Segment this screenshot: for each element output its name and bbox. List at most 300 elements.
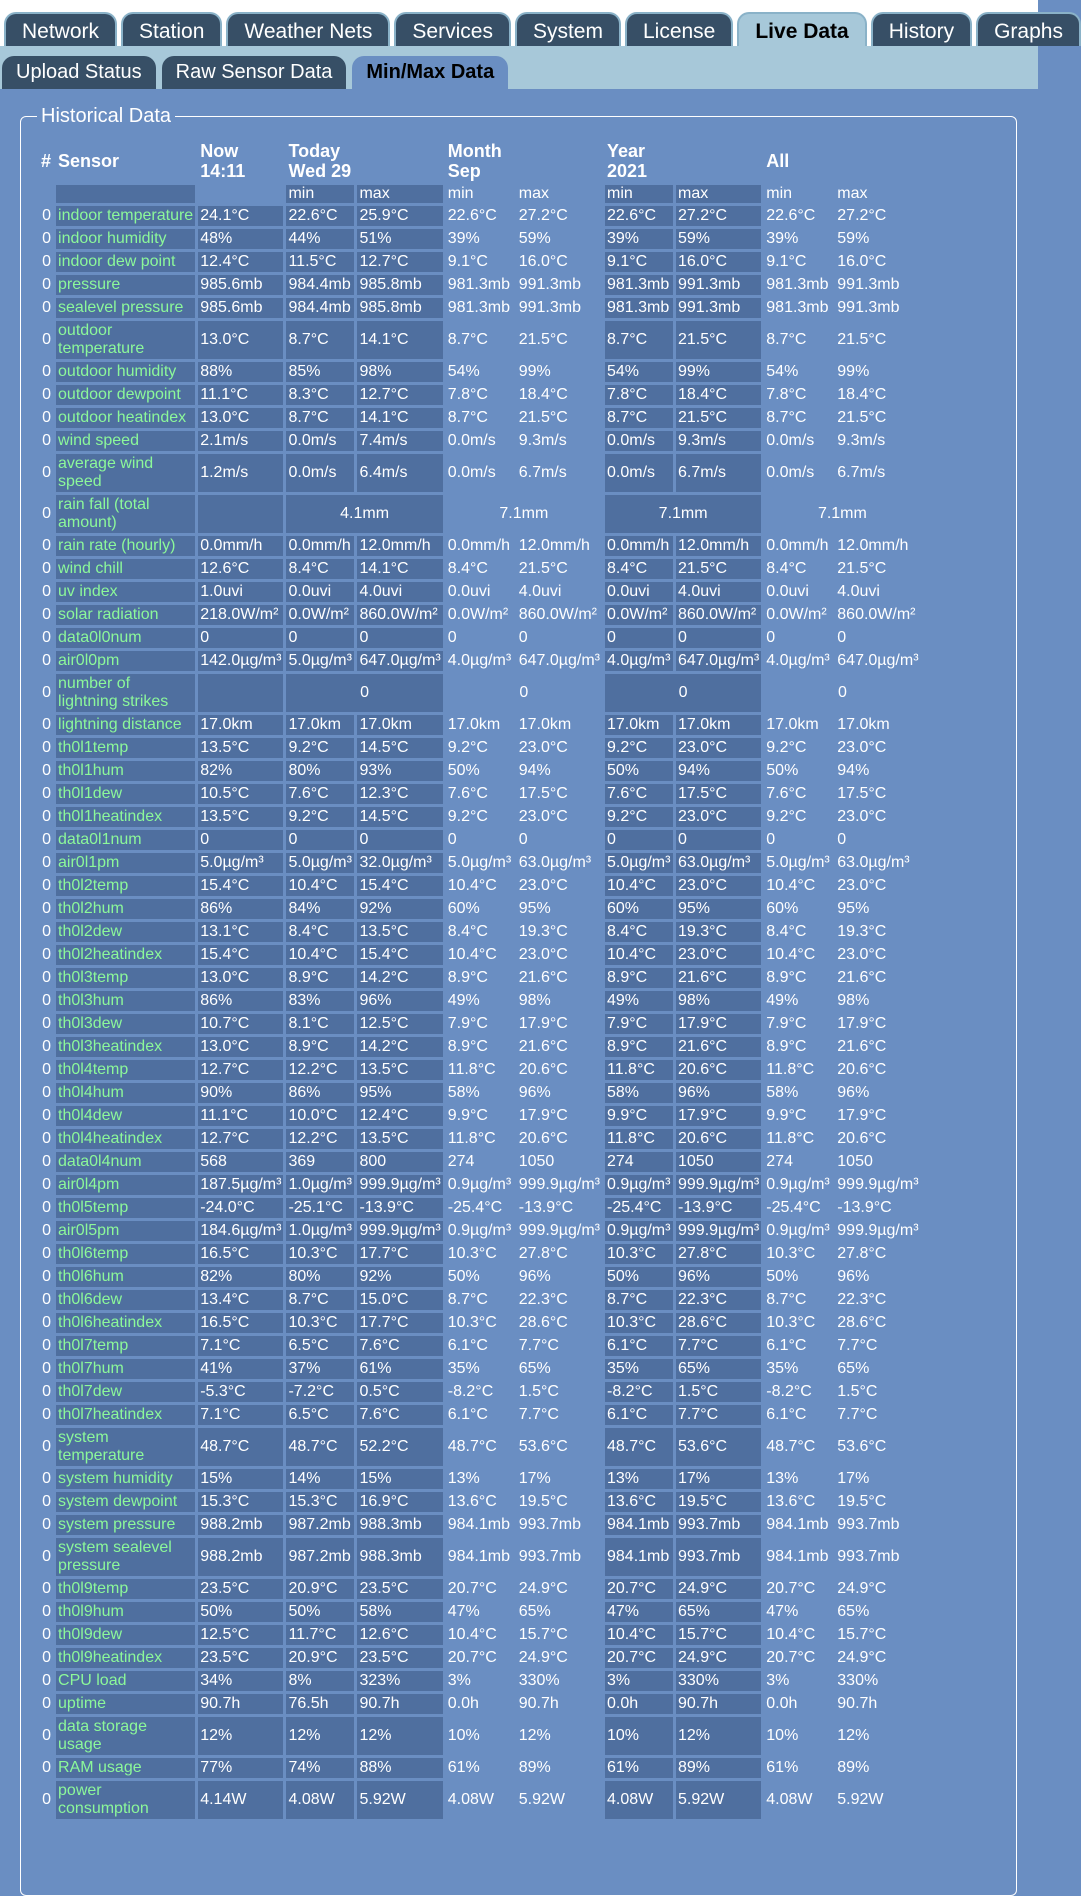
table-row: [39, 1602, 921, 1622]
min-value: 984.4mb: [286, 275, 354, 295]
period-total: 7.1mm: [605, 495, 761, 533]
max-value: 98%: [837, 992, 870, 1009]
min-value: 8.7°C: [447, 331, 488, 348]
min-value: 8.4°C: [605, 559, 673, 579]
tab-live-data[interactable]: Live Data: [737, 12, 866, 46]
min-value: 83%: [286, 991, 354, 1011]
max-value: 21.6°C: [837, 969, 887, 986]
min-value: 9.2°C: [766, 808, 807, 825]
row-id: 0: [42, 409, 52, 426]
min-value: 981.3mb: [766, 299, 829, 316]
min-value: 50%: [605, 761, 673, 781]
min-value: 20.7°C: [605, 1579, 673, 1599]
min-value: 0.0uvi: [447, 583, 491, 600]
min-value: 10.4°C: [286, 945, 354, 965]
now-value: 5.0µg/m³: [198, 853, 283, 873]
max-value: 993.7mb: [837, 1516, 900, 1533]
min-value: 47%: [605, 1602, 673, 1622]
min-value: 22.6°C: [286, 206, 354, 226]
sensor-name: th0l1temp: [56, 738, 195, 758]
row-id: 0: [42, 1084, 52, 1101]
sensor-name: th0l7hum: [56, 1359, 195, 1379]
tab-station[interactable]: Station: [121, 12, 222, 46]
row-id: 0: [42, 505, 52, 522]
row-id: 0: [42, 363, 52, 380]
table-row: [39, 1538, 921, 1576]
min-value: 4.08W: [286, 1781, 354, 1819]
max-value: 12.7°C: [357, 252, 442, 272]
max-value: 32.0µg/m³: [357, 853, 442, 873]
max-value: 17.0km: [676, 715, 761, 735]
row-id: 0: [42, 1470, 52, 1487]
table-row: [39, 1129, 921, 1149]
min-value: 11.8°C: [766, 1061, 815, 1078]
min-value: 11.8°C: [766, 1130, 815, 1147]
main-nav: [0, 0, 1063, 46]
min-value: 39%: [766, 230, 799, 247]
sensor-name: number of lightning strikes: [56, 674, 195, 712]
table-row: [39, 1267, 921, 1287]
min-value: 20.7°C: [605, 1648, 673, 1668]
today-max-label: max: [357, 185, 442, 203]
sensor-name: system dewpoint: [56, 1492, 195, 1512]
min-value: 0.0m/s: [766, 432, 815, 449]
max-value: 98%: [357, 362, 442, 382]
min-value: 9.9°C: [447, 1107, 488, 1124]
max-value: 860.0W/m²: [676, 605, 761, 625]
tab-weather-nets[interactable]: Weather Nets: [226, 12, 390, 46]
sensor-name: data0l4num: [56, 1152, 195, 1172]
subtab-upload-status[interactable]: Upload Status: [2, 56, 156, 89]
max-value: 999.9µg/m³: [359, 1222, 441, 1239]
table-row: [39, 715, 921, 735]
sensor-name: indoor humidity: [56, 229, 195, 249]
max-value: 96%: [518, 1084, 551, 1101]
now-value: 2.1m/s: [198, 431, 283, 451]
now-value: 34%: [198, 1671, 283, 1691]
min-value: 10.4°C: [447, 1626, 497, 1643]
max-value: 59%: [676, 229, 761, 249]
row-id: 0: [42, 762, 52, 779]
row-id: 0: [42, 923, 52, 940]
min-value: 17.0km: [447, 716, 501, 733]
min-value: 10%: [766, 1727, 799, 1744]
min-value: 3%: [605, 1671, 673, 1691]
now-value: 568: [198, 1152, 283, 1172]
tab-history[interactable]: History: [871, 12, 972, 46]
row-id: 0: [42, 1695, 52, 1712]
max-value: 28.6°C: [837, 1314, 887, 1331]
max-value: 17.5°C: [676, 784, 761, 804]
min-value: 3%: [447, 1672, 471, 1689]
sensor-name: th0l9heatindex: [56, 1648, 195, 1668]
row-id: 0: [42, 464, 52, 481]
table-row: [39, 385, 921, 405]
min-value: 17.0km: [286, 715, 354, 735]
max-value: 0.5°C: [357, 1382, 442, 1402]
max-value: 7.6°C: [357, 1405, 442, 1425]
table-row: [39, 1313, 921, 1333]
max-value: 23.0°C: [518, 877, 568, 894]
table-row: [39, 1014, 921, 1034]
table-row: [39, 536, 921, 556]
now-value: 187.5µg/m³: [200, 1176, 282, 1193]
row-id: 0: [42, 1727, 52, 1744]
min-value: 981.3mb: [447, 276, 510, 293]
min-value: 9.2°C: [286, 807, 354, 827]
max-value: 65%: [676, 1359, 761, 1379]
min-value: 58%: [766, 1084, 799, 1101]
table-row: [39, 1579, 921, 1599]
now-value: 23.5°C: [198, 1648, 283, 1668]
all-max-label: max: [837, 185, 868, 202]
max-value: 23.0°C: [837, 808, 887, 825]
sensor-name: th0l7heatindex: [56, 1405, 195, 1425]
min-value: 10.3°C: [605, 1313, 673, 1333]
min-value: 10.4°C: [605, 1625, 673, 1645]
max-value: 17%: [518, 1470, 551, 1487]
max-value: 14.2°C: [357, 1037, 442, 1057]
sensor-name: outdoor humidity: [56, 362, 195, 382]
max-value: -13.9°C: [518, 1199, 574, 1216]
row-id: 0: [42, 1015, 52, 1032]
min-value: 0.9µg/m³: [605, 1221, 673, 1241]
sensor-name: data0l1num: [56, 830, 195, 850]
min-value: 0.0h: [766, 1695, 798, 1712]
max-value: 17.9°C: [837, 1015, 887, 1032]
sensor-name: th0l3hum: [56, 991, 195, 1011]
table-row: [39, 1221, 921, 1241]
table-row: [39, 1290, 921, 1310]
min-value: 987.2mb: [286, 1538, 354, 1576]
min-value: 8.4°C: [286, 559, 354, 579]
max-value: 17%: [676, 1469, 761, 1489]
sensor-name: wind chill: [56, 559, 195, 579]
min-value: 10.4°C: [766, 877, 816, 894]
min-value: 0: [605, 830, 673, 850]
row-id: 0: [42, 900, 52, 917]
min-value: 13.6°C: [766, 1493, 816, 1510]
row-id: 0: [42, 299, 52, 316]
min-value: 981.3mb: [766, 276, 829, 293]
min-value: 5.0µg/m³: [766, 854, 830, 871]
min-value: 35%: [447, 1360, 480, 1377]
row-id: 0: [42, 831, 52, 848]
max-value: 24.9°C: [676, 1648, 761, 1668]
min-value: 17.0km: [766, 716, 819, 733]
row-id: 0: [42, 1061, 52, 1078]
max-value: 0: [518, 629, 528, 646]
tab-system[interactable]: System: [515, 12, 621, 46]
table-row: [39, 830, 921, 850]
row-id: 0: [42, 1791, 52, 1808]
max-value: 991.3mb: [837, 276, 900, 293]
min-value: 8.7°C: [766, 331, 807, 348]
min-value: 10.3°C: [286, 1313, 354, 1333]
table-row: [39, 1405, 921, 1425]
max-value: 27.8°C: [518, 1245, 568, 1262]
min-value: 49%: [447, 992, 480, 1009]
max-value: 12%: [518, 1727, 551, 1744]
max-value: -13.9°C: [837, 1199, 892, 1216]
min-value: 10.4°C: [447, 946, 497, 963]
max-value: 21.6°C: [518, 1038, 568, 1055]
min-value: 8.7°C: [766, 409, 807, 426]
min-value: 7.9°C: [605, 1014, 673, 1034]
sensor-name: outdoor temperature: [56, 321, 195, 359]
max-value: 14.1°C: [357, 408, 442, 428]
row-id: 0: [42, 785, 52, 802]
now-value: 1.2m/s: [198, 454, 283, 492]
max-value: 21.6°C: [676, 1037, 761, 1057]
max-value: 7.7°C: [518, 1406, 559, 1423]
table-row: [39, 605, 921, 625]
row-id: 0: [42, 230, 52, 247]
row-id: 0: [42, 652, 52, 669]
min-value: 0.0m/s: [447, 432, 496, 449]
min-value: 76.5h: [286, 1694, 354, 1714]
row-id: 0: [42, 583, 52, 600]
tab-license[interactable]: License: [625, 12, 733, 46]
table-row: [39, 945, 921, 965]
now-value: 0: [198, 830, 283, 850]
table-row: [39, 1648, 921, 1668]
min-value: 8.4°C: [766, 923, 807, 940]
max-value: 1050: [518, 1153, 555, 1170]
sensor-name: indoor dew point: [56, 252, 195, 272]
max-value: 21.5°C: [518, 409, 568, 426]
min-value: -8.2°C: [766, 1383, 812, 1400]
min-value: 984.1mb: [605, 1515, 673, 1535]
min-value: 0.0m/s: [286, 454, 354, 492]
max-value: 90.7h: [676, 1694, 761, 1714]
sensor-name: system temperature: [56, 1428, 195, 1466]
sub-nav: [0, 46, 1038, 89]
max-value: 12.0mm/h: [676, 536, 761, 556]
max-value: 0: [357, 830, 442, 850]
now-value: 23.5°C: [198, 1579, 283, 1599]
max-value: 27.2°C: [676, 206, 761, 226]
min-value: 8.7°C: [605, 321, 673, 359]
max-value: 63.0µg/m³: [837, 854, 910, 871]
min-value: 8.4°C: [447, 923, 488, 940]
row-id: 0: [42, 1199, 52, 1216]
max-value: 24.9°C: [837, 1649, 887, 1666]
max-value: 20.6°C: [518, 1130, 568, 1147]
min-value: -25.4°C: [766, 1199, 821, 1216]
max-value: 6.7m/s: [518, 464, 567, 481]
col-year: Year 2021: [607, 141, 648, 181]
max-value: 12%: [837, 1727, 870, 1744]
max-value: 6.4m/s: [357, 454, 442, 492]
min-value: 8.7°C: [286, 321, 354, 359]
max-value: 647.0µg/m³: [837, 652, 919, 669]
min-value: 54%: [605, 362, 673, 382]
max-value: 19.5°C: [676, 1492, 761, 1512]
table-row: [39, 431, 921, 451]
row-id: 0: [42, 331, 52, 348]
min-value: 5.0µg/m³: [447, 854, 512, 871]
min-value: 47%: [447, 1603, 480, 1620]
max-value: 21.5°C: [518, 331, 568, 348]
max-value: 9.3m/s: [676, 431, 761, 451]
now-value: 142.0µg/m³: [200, 652, 282, 669]
max-value: 999.9µg/m³: [518, 1222, 600, 1239]
max-value: 647.0µg/m³: [678, 652, 760, 669]
tab-network[interactable]: Network: [4, 12, 117, 46]
row-id: 0: [42, 1438, 52, 1455]
now-value: 13.4°C: [198, 1290, 283, 1310]
subtab-raw-sensor-data[interactable]: Raw Sensor Data: [162, 56, 347, 89]
max-value: 96%: [357, 991, 442, 1011]
table-row: [39, 784, 921, 804]
now-value: 184.6µg/m³: [200, 1222, 282, 1239]
max-value: 5.92W: [357, 1781, 442, 1819]
now-value: 13.0°C: [198, 1037, 283, 1057]
max-value: 0: [676, 830, 761, 850]
max-value: 90.7h: [518, 1695, 559, 1712]
max-value: 27.2°C: [837, 207, 887, 224]
max-value: 63.0µg/m³: [676, 853, 761, 873]
max-value: 59%: [518, 230, 551, 247]
min-value: 0: [447, 629, 457, 646]
now-value: [198, 674, 283, 712]
min-value: 49%: [605, 991, 673, 1011]
tab-graphs[interactable]: Graphs: [976, 12, 1081, 46]
table-row: [39, 495, 921, 533]
max-value: 17.9°C: [518, 1015, 568, 1032]
table-row: [39, 1152, 921, 1172]
max-value: 993.7mb: [518, 1516, 581, 1533]
max-value: 991.3mb: [518, 276, 581, 293]
table-row: [39, 1781, 921, 1819]
min-value: 10%: [447, 1727, 480, 1744]
max-value: 96%: [676, 1083, 761, 1103]
max-value: 17.7°C: [357, 1244, 442, 1264]
max-value: 14.5°C: [357, 807, 442, 827]
now-value: 13.0°C: [198, 408, 283, 428]
min-value: 0.9µg/m³: [447, 1176, 512, 1193]
min-value: 0.0mm/h: [286, 536, 354, 556]
now-value: 988.2mb: [198, 1538, 283, 1576]
max-value: 19.3°C: [518, 923, 568, 940]
max-value: 19.5°C: [518, 1493, 568, 1510]
max-value: 94%: [837, 762, 870, 779]
max-value: 13.5°C: [357, 922, 442, 942]
min-value: 15.3°C: [286, 1492, 354, 1512]
table-row: [39, 628, 921, 648]
max-value: 993.7mb: [518, 1548, 581, 1565]
min-value: 4.0µg/m³: [447, 652, 512, 669]
min-value: 3%: [766, 1672, 790, 1689]
period-total: 4.1mm: [286, 495, 442, 533]
row-id: 0: [42, 684, 52, 701]
sensor-name: air0l5pm: [56, 1221, 195, 1241]
max-value: 12.0mm/h: [518, 537, 590, 554]
max-value: 12%: [676, 1717, 761, 1755]
min-value: 80%: [286, 761, 354, 781]
min-value: 48.7°C: [766, 1438, 816, 1455]
min-value: 80%: [286, 1267, 354, 1287]
min-value: 274: [766, 1153, 793, 1170]
min-value: 6.5°C: [286, 1336, 354, 1356]
min-value: 984.1mb: [766, 1516, 829, 1533]
max-value: 15.7°C: [518, 1626, 568, 1643]
sensor-name: th0l4temp: [56, 1060, 195, 1080]
min-value: 9.9°C: [766, 1107, 807, 1124]
min-value: 4.08W: [605, 1781, 673, 1819]
max-value: 7.7°C: [676, 1405, 761, 1425]
table-row: [39, 761, 921, 781]
now-value: 16.5°C: [198, 1313, 283, 1333]
max-value: 9.3m/s: [837, 432, 886, 449]
table-row: [39, 651, 921, 671]
min-value: 20.7°C: [447, 1649, 497, 1666]
now-value: 985.6mb: [198, 275, 283, 295]
table-row: [39, 1083, 921, 1103]
subtab-min-max-data[interactable]: Min/Max Data: [352, 56, 508, 89]
min-value: 20.7°C: [766, 1580, 816, 1597]
max-value: 88%: [357, 1758, 442, 1778]
max-value: 17.7°C: [357, 1313, 442, 1333]
max-value: 7.6°C: [357, 1336, 442, 1356]
sensor-name: th0l3dew: [56, 1014, 195, 1034]
sensor-name: th0l1dew: [56, 784, 195, 804]
row-id: 0: [42, 1649, 52, 1666]
now-value: 12.7°C: [198, 1129, 283, 1149]
month-max-label: max: [518, 185, 549, 202]
now-value: 0: [198, 628, 283, 648]
table-row: [39, 275, 921, 295]
max-value: 23.0°C: [837, 739, 887, 756]
min-value: 50%: [447, 1268, 480, 1285]
max-value: 13.5°C: [357, 1060, 442, 1080]
year-min-label: min: [605, 185, 673, 203]
sensor-name: uptime: [56, 1694, 195, 1714]
min-value: 10%: [605, 1717, 673, 1755]
table-row: [39, 1625, 921, 1645]
max-value: 0: [837, 629, 847, 646]
min-value: 5.0µg/m³: [605, 853, 673, 873]
min-value: 60%: [447, 900, 480, 917]
min-value: 9.2°C: [766, 739, 807, 756]
min-value: -25.4°C: [605, 1198, 673, 1218]
max-value: 92%: [357, 899, 442, 919]
tab-services[interactable]: Services: [394, 12, 511, 46]
sensor-name: pressure: [56, 275, 195, 295]
now-value: 15.4°C: [198, 876, 283, 896]
min-value: 274: [447, 1153, 475, 1170]
max-value: 95%: [837, 900, 870, 917]
max-value: 17.0km: [837, 716, 890, 733]
min-value: 10.4°C: [766, 946, 816, 963]
row-id: 0: [42, 1580, 52, 1597]
table-row: [39, 1671, 921, 1691]
month-min-label: min: [447, 185, 474, 202]
max-value: 14.1°C: [357, 559, 442, 579]
min-value: 0: [766, 629, 776, 646]
min-value: 35%: [605, 1359, 673, 1379]
max-value: 63.0µg/m³: [518, 854, 592, 871]
max-value: 1.5°C: [518, 1383, 559, 1400]
max-value: 15.4°C: [357, 945, 442, 965]
min-value: 10.4°C: [605, 876, 673, 896]
min-value: 0.0W/m²: [286, 605, 354, 625]
min-value: 6.1°C: [766, 1337, 807, 1354]
max-value: 95%: [357, 1083, 442, 1103]
min-value: 0: [605, 628, 673, 648]
table-row: [39, 807, 921, 827]
